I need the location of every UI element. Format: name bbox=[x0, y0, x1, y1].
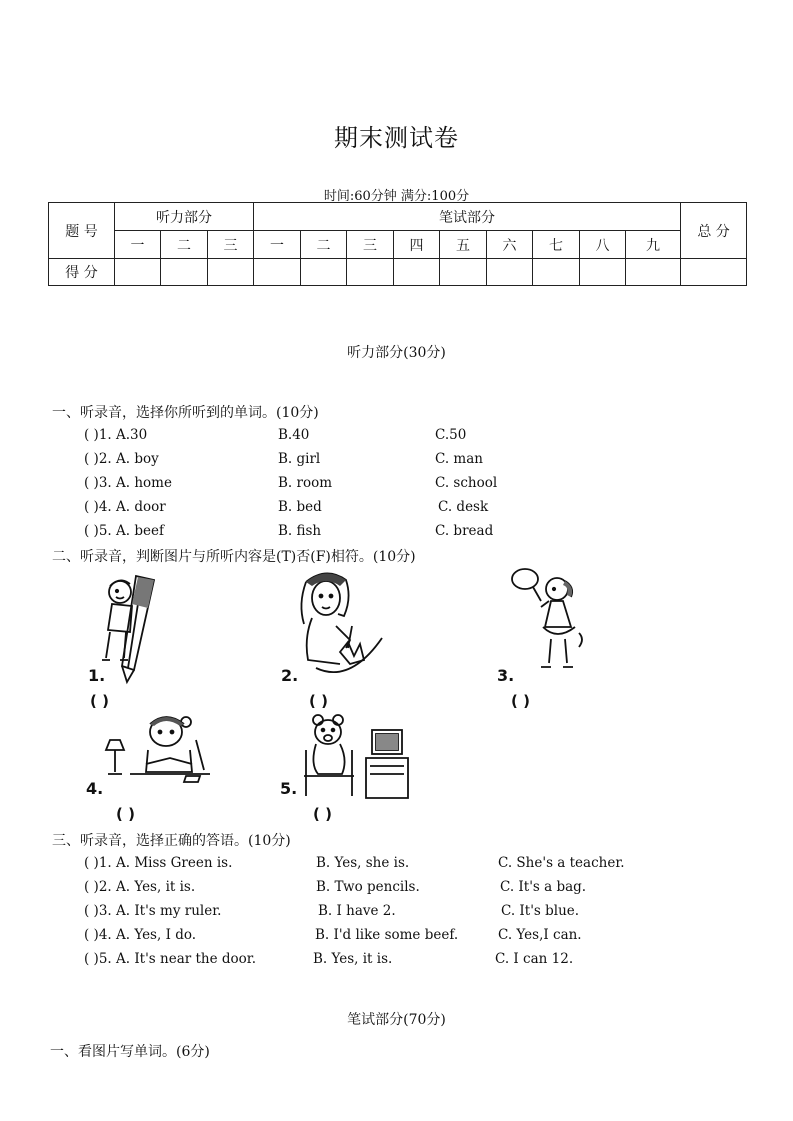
score-cell[interactable] bbox=[440, 259, 487, 286]
p1-q3-c: C. school bbox=[435, 475, 498, 491]
header-total: 总 分 bbox=[681, 203, 747, 259]
boy-with-pencil-icon bbox=[100, 570, 170, 685]
bear-watching-tv-icon bbox=[296, 710, 411, 800]
header-writing: 笔试部分 bbox=[254, 203, 681, 231]
picture-1-blank[interactable]: ( ) bbox=[90, 692, 109, 710]
writing-col-1: 一 bbox=[254, 231, 301, 259]
p1-q5-c: C. bread bbox=[435, 523, 494, 539]
p3-q2-a: ( )2. A. Yes, it is. bbox=[84, 879, 196, 895]
header-listening: 听力部分 bbox=[115, 203, 254, 231]
time-info: 时间:60分钟 满分:100分 bbox=[323, 189, 470, 204]
listening-col-1: 一 bbox=[115, 231, 161, 259]
score-cell[interactable] bbox=[208, 259, 254, 286]
p3-q3-b: B. I have 2. bbox=[318, 903, 396, 919]
p1-q5-b: B. fish bbox=[278, 523, 322, 539]
score-cell[interactable] bbox=[487, 259, 533, 286]
score-table bbox=[48, 202, 747, 286]
writing-col-3: 三 bbox=[347, 231, 394, 259]
picture-5-blank[interactable]: ( ) bbox=[313, 805, 332, 823]
girl-reading-lamp-icon bbox=[100, 710, 215, 790]
score-cell[interactable] bbox=[301, 259, 347, 286]
p3-q1-c: C. She's a teacher. bbox=[498, 855, 625, 871]
writing-col-9: 九 bbox=[626, 231, 681, 259]
picture-4-number: 4. bbox=[86, 779, 104, 798]
listening-heading: 听力部分(30分) bbox=[347, 345, 446, 361]
p1-q4-a: ( )4. A. door bbox=[84, 499, 166, 515]
score-cell[interactable] bbox=[580, 259, 626, 286]
p3-q1-a: ( )1. A. Miss Green is. bbox=[84, 855, 233, 871]
p3-q3-c: C. It's blue. bbox=[501, 903, 580, 919]
picture-3-blank[interactable]: ( ) bbox=[511, 692, 530, 710]
score-cell[interactable] bbox=[533, 259, 580, 286]
p3-q2-c: C. It's a bag. bbox=[500, 879, 587, 895]
p3-q4-c: C. Yes,I can. bbox=[498, 927, 582, 943]
score-cell[interactable] bbox=[681, 259, 747, 286]
p1-q4-c: C. desk bbox=[438, 499, 489, 515]
p1-q2-c: C. man bbox=[435, 451, 483, 467]
p3-q4-a: ( )4. A. Yes, I do. bbox=[84, 927, 197, 943]
writing-col-7: 七 bbox=[533, 231, 580, 259]
picture-3-number: 3. bbox=[497, 666, 515, 685]
p1-q1-a: ( )1. A.30 bbox=[84, 427, 148, 443]
part2-heading: 二、听录音，判断图片与所听内容是(T)否(F)相符。(10分) bbox=[52, 549, 416, 565]
part1-heading: 一、听录音，选择你所听到的单词。(10分) bbox=[52, 405, 319, 421]
score-cell[interactable] bbox=[626, 259, 681, 286]
score-cell[interactable] bbox=[161, 259, 208, 286]
picture-2-number: 2. bbox=[281, 666, 299, 685]
writing-col-6: 六 bbox=[487, 231, 533, 259]
writing-col-8: 八 bbox=[580, 231, 626, 259]
picture-1-number: 1. bbox=[88, 666, 106, 685]
p1-q4-b: B. bed bbox=[278, 499, 322, 515]
p3-q5-a: ( )5. A. It's near the door. bbox=[84, 951, 257, 967]
score-cell[interactable] bbox=[254, 259, 301, 286]
page-title: 期末测试卷 bbox=[334, 124, 459, 152]
score-cell[interactable] bbox=[394, 259, 440, 286]
p1-q5-a: ( )5. A. beef bbox=[84, 523, 164, 539]
p1-q1-c: C.50 bbox=[435, 427, 467, 443]
p3-q3-a: ( )3. A. It's my ruler. bbox=[84, 903, 222, 919]
p3-q5-b: B. Yes, it is. bbox=[313, 951, 393, 967]
picture-2-blank[interactable]: ( ) bbox=[309, 692, 328, 710]
listening-col-2: 二 bbox=[161, 231, 208, 259]
header-tihao: 题 号 bbox=[49, 203, 115, 259]
part4-heading: 一、看图片写单词。(6分) bbox=[50, 1044, 210, 1060]
writing-col-2: 二 bbox=[301, 231, 347, 259]
girl-drawing-icon bbox=[290, 568, 390, 688]
score-cell[interactable] bbox=[347, 259, 394, 286]
p1-q2-a: ( )2. A. boy bbox=[84, 451, 159, 467]
girl-with-balloon-icon bbox=[505, 567, 595, 682]
p3-q1-b: B. Yes, she is. bbox=[316, 855, 410, 871]
picture-4-blank[interactable]: ( ) bbox=[116, 805, 135, 823]
writing-col-5: 五 bbox=[440, 231, 487, 259]
p1-q1-b: B.40 bbox=[278, 427, 310, 443]
part3-heading: 三、听录音，选择正确的答语。(10分) bbox=[52, 833, 291, 849]
listening-col-3: 三 bbox=[208, 231, 254, 259]
p3-q5-c: C. I can 12. bbox=[495, 951, 574, 967]
writing-col-4: 四 bbox=[394, 231, 440, 259]
picture-5-number: 5. bbox=[280, 779, 298, 798]
p1-q2-b: B. girl bbox=[278, 451, 321, 467]
row-defen: 得 分 bbox=[49, 259, 115, 286]
p3-q4-b: B. I'd like some beef. bbox=[315, 927, 459, 943]
p1-q3-b: B. room bbox=[278, 475, 333, 491]
writing-heading: 笔试部分(70分) bbox=[347, 1012, 446, 1028]
p3-q2-b: B. Two pencils. bbox=[316, 879, 420, 895]
p1-q3-a: ( )3. A. home bbox=[84, 475, 172, 491]
score-cell[interactable] bbox=[115, 259, 161, 286]
